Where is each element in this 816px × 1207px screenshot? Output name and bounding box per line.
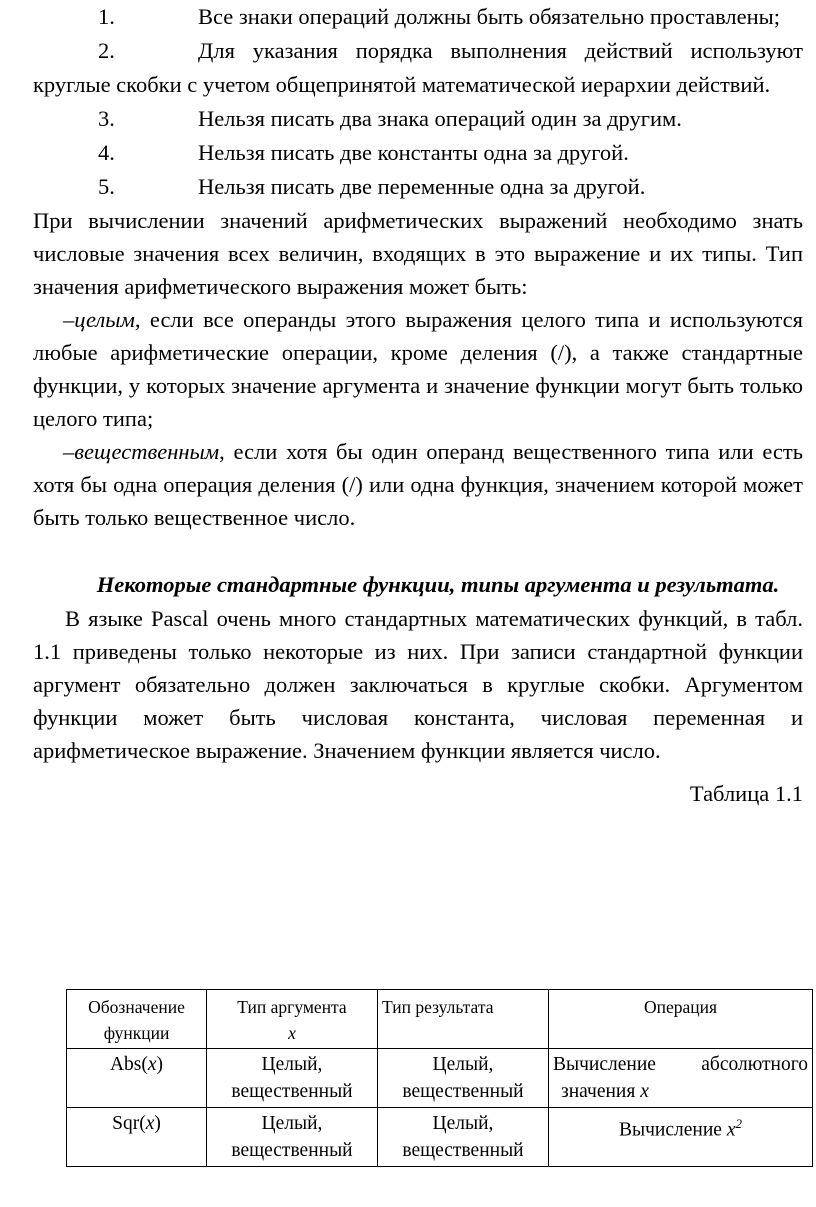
cell-argument-type: Целый, вещественный: [207, 1049, 378, 1108]
rule-text: Нельзя писать два знака операций один за другим.: [198, 106, 682, 131]
function-name: Sqr: [112, 1113, 140, 1134]
operation-text: Вычисление: [619, 1119, 727, 1141]
paren-close: ): [154, 1113, 161, 1134]
rule-text: Нельзя писать две константы одна за другой.: [198, 140, 629, 165]
cell-argument-type: Целый, вещественный: [207, 1108, 378, 1167]
rule-number: 1.: [98, 4, 115, 29]
cell-result-type: Целый, вещественный: [378, 1108, 549, 1167]
operation-word: Вычисление: [553, 1054, 656, 1075]
function-arg: x: [145, 1113, 155, 1134]
operation-word: абсолютного: [701, 1054, 808, 1075]
type-real-text: , если хотя бы один операнд вещественного типа или есть хотя бы одна операция деления (/) или одна функция, значением которой может быть только вещественное число.: [33, 439, 803, 530]
rule-item: [33, 102, 803, 136]
rule-number: 2.: [98, 38, 115, 63]
cell-operation: [549, 1049, 813, 1108]
rule-number: 3.: [98, 106, 115, 131]
type-real-term: вещественным: [74, 439, 220, 464]
table-caption: Таблица 1.1: [689, 781, 803, 806]
table-row: [67, 1049, 813, 1108]
header-function-name: Обозначение функции: [67, 990, 207, 1049]
document-page: [33, 0, 803, 811]
cell-operation: [549, 1108, 813, 1167]
table-row: [67, 1108, 813, 1167]
rule-item: [33, 0, 803, 34]
types-paragraph: При вычислении значений арифметических выражений необходимо знать числовые значения всех величин, входящих в это выражение и их типы. Тип значения арифметического выражения может быть:: [33, 208, 803, 299]
functions-table: [66, 989, 813, 1167]
type-integer-term: целым: [74, 307, 135, 332]
operation-var: x: [640, 1081, 649, 1102]
section-spacer: [33, 534, 803, 568]
table-header-row: [67, 990, 813, 1049]
paren-open: (: [139, 1113, 146, 1134]
operation-text: значения: [561, 1081, 641, 1102]
header-argument-type: [207, 990, 378, 1049]
dash-mark: –: [63, 439, 75, 464]
operation-line: [553, 1051, 808, 1078]
header-argument-var: x: [288, 1023, 296, 1043]
header-operation: Операция: [549, 990, 813, 1049]
header-result-type: Тип результата: [378, 990, 549, 1049]
type-real-paragraph: [33, 435, 803, 534]
rule-text: Все знаки операций должны быть обязательно проставлены;: [198, 4, 781, 29]
cell-function-name: [67, 1108, 207, 1167]
rule-number: 4.: [98, 140, 115, 165]
operation-line: [553, 1078, 808, 1105]
dash-mark: –: [63, 307, 75, 332]
rule-number: 5.: [98, 174, 115, 199]
paren-open: (: [141, 1054, 148, 1075]
type-integer-text: , если все операнды этого выражения целого типа и используются любые арифметические операции, кроме деления (/), а также стандартные функции, у которых значение аргумента и значение функции могут быть только целого типа;: [33, 307, 803, 431]
rule-item: [33, 34, 803, 102]
operation-var: x: [726, 1119, 736, 1141]
rule-item: [33, 170, 803, 204]
rules-list: [33, 0, 803, 204]
paren-close: ): [156, 1054, 164, 1075]
header-argument-type-label: Тип аргумента: [237, 997, 347, 1017]
cell-result-type: Целый, вещественный: [378, 1049, 549, 1108]
type-integer-paragraph: [33, 303, 803, 435]
rule-item: [33, 136, 803, 170]
pascal-paragraph: В языке Pascal очень много стандартных математических функций, в табл. 1.1 приведены только некоторые из них. При записи стандартной функции аргумент обязательно должен заключаться в круглые скобки. Аргументом функции может быть числовая константа, числовая переменная и арифметическое выражение. Значением функции является число.: [33, 606, 803, 763]
operation-superscript: 2: [735, 1116, 742, 1131]
cell-function-name: [67, 1049, 207, 1108]
rule-text: Нельзя писать две переменные одна за другой.: [198, 174, 646, 199]
function-name: Abs: [109, 1054, 142, 1075]
section-heading: Некоторые стандартные функции, типы аргумента и результата.: [96, 572, 780, 597]
function-arg: x: [147, 1054, 157, 1075]
rule-text: Для указания порядка выполнения действий используют круглые скобки с учетом общепринятой математической иерархии действий.: [33, 38, 803, 97]
